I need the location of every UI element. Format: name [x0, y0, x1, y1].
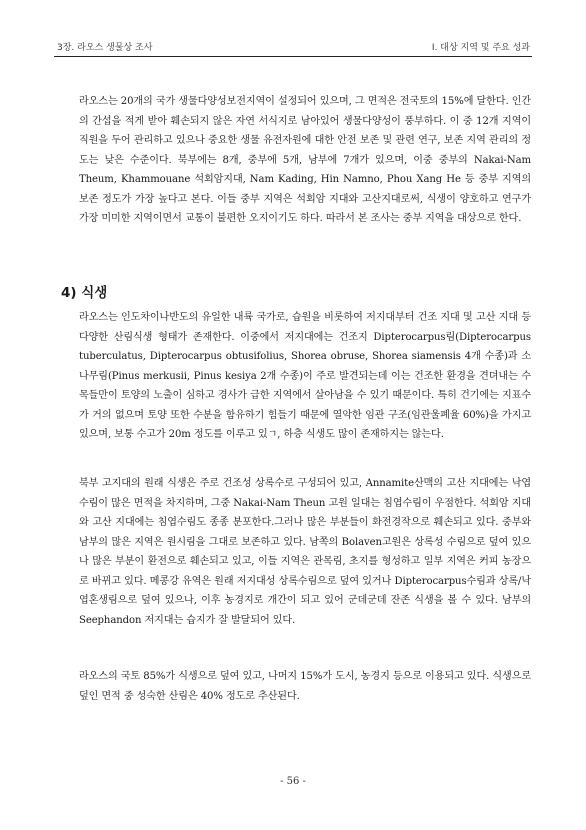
paragraph-protected-areas: 라오스는 20개의 국가 생물다양성보전지역이 설정되어 있으며, 그 면적은 전국토의 15%에 달한다. 인간의 간섭을 적게 받아 훼손되지 않은 자연 서식지로 남아있어 생물다양성이 풍부하다. 이 중 12개 지역이 직원을 두어 관리하고 있으나 중요한 생물 유전자원에 대한 안전 보존 및 관련 연구, 보존 지역 관리의 정도는 낮은 수준이다. 북부에는 8개, 중부에 5개, 남부에 7개가 있으며, 이중 중부의 Nakai-Nam Theum, Khammouane 석회암지대, Nam Kading, Hin Namno, Phou Xang He 등 중부 지역의 보존 정도가 가장 높다고 본다. 이들 중부 지역은 석회암 지대와 고산지대로써, 식생이 양호하고 연구가 가장 미미한 지역이면서 교통이 불편한 오지이기도 하다. 따라서 본 조사는 중부 지역을 대상으로 한다.	[79, 96, 531, 224]
paragraph-land-cover: 라오스의 국토 85%가 식생으로 덮여 있고, 나머지 15%가 도시, 농경지 등으로 이용되고 있다. 식생으로 덮인 면적 중 성숙한 산림은 40% 정도로 추산된다.	[79, 671, 531, 702]
page-number: - 56 -	[280, 776, 306, 787]
paragraph-regional-vegetation: 북부 고지대의 원래 식생은 주로 건조성 상록수로 구성되어 있고, Annamite산맥의 고산 지대에는 낙엽수림이 많은 면적을 차지하며, 그중 Nakai-Nam Theun 고원 일대는 침엽수림이 우점한다. 석회암 지대와 고산 지대에는 침엽수림도 종종 분포한다.그러나 많은 부분들이 화전경작으로 훼손되고 있다. 중부와 남부의 많은 지역은 원시림을 그대로 보존하고 있다. 남쪽의 Bolaven고원은 상록성 수림으로 덮여 있으나 많은 부분이 환전으로 훼손되고 있고, 이들 지역은 관목림, 초지를 형성하고 일부 지역은 커피 농장으로 바뀌고 있다. 메콩강 유역은 원래 저지대성 상록수림으로 덮여 있거나 Dipterocarpus수림과 상록/낙엽혼생림으로 덮여 있으나, 이후 농경지로 개간이 되고 있어 군데군데 잔존 식생을 볼 수 있다. 남부의 Seephandon 저지대는 습지가 잘 발달되어 있다.	[79, 478, 531, 626]
running-header-chapter: 3장. 라오스 생물상 조사	[57, 43, 153, 53]
running-header-section: Ⅰ. 대상 지역 및 주요 성과	[431, 43, 530, 53]
paragraph-forest-types: 라오스는 인도차이나반도의 유일한 내륙 국가로, 습원을 비롯하여 저지대부터 건조 지대 및 고산 지대 등 다양한 산림식생 형태가 존재한다. 이중에서 저지대에는 건조지 Dipterocarpus림(Dipterocarpus tuberculatus, Dipterocarpus obtusifolius, Shorea obruse, Shorea siamensis 4개 수종)과 소나무림(Pinus merkusii, Pinus kesiya 2개 수종)이 주로 발견되는데 이는 건조한 환경을 견뎌내는 수목들만이 토양의 노출이 심하고 경사가 급한 지역에서 살아남을 수 있기 때문이다. 특히 건기에는 지표수가 거의 없으며 토양 또한 수분을 함유하기 힘들기 때문에 열악한 임관 구조(임관울폐율 60%)을 가지고 있으며, 보통 수고가 20m 정도를 이루고 있ㄱ, 하층 식생도 많이 존재하지는 않는다.	[79, 312, 531, 440]
header-divider	[54, 56, 532, 57]
section-title-vegetation: 4) 식생	[61, 285, 108, 301]
